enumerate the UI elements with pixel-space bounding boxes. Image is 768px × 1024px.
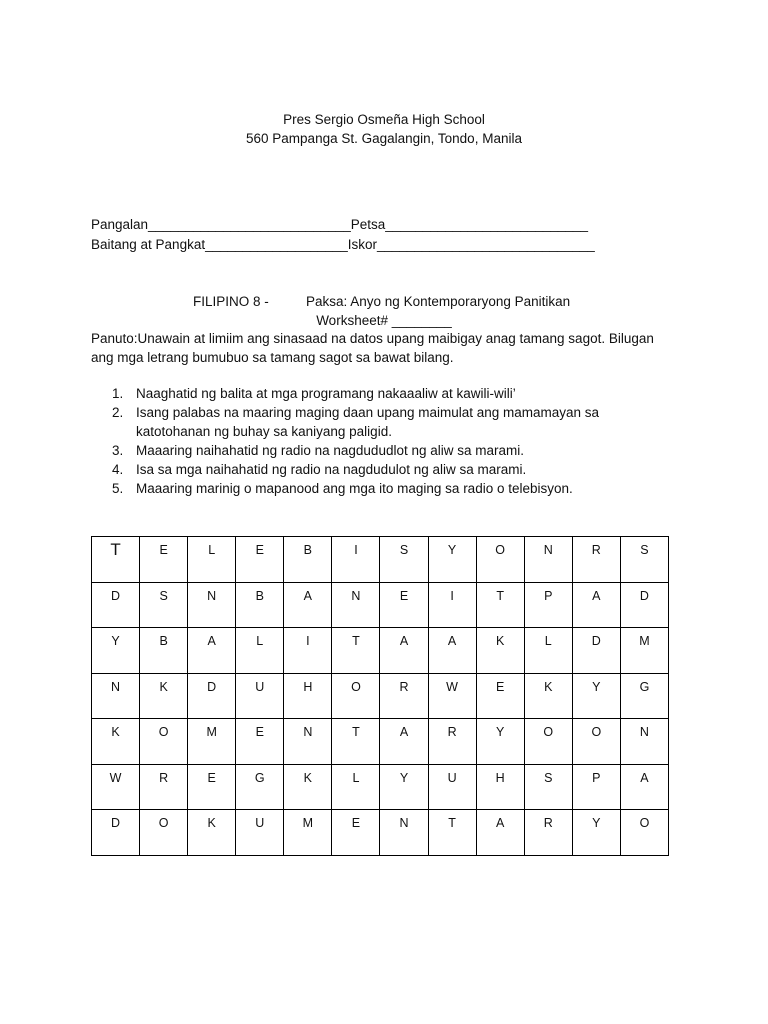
grid-row xyxy=(92,673,669,719)
grid-cell[interactable]: L xyxy=(524,628,572,674)
grid-cell[interactable]: Y xyxy=(572,673,620,719)
subject-heading xyxy=(0,292,768,330)
grid-cell[interactable]: B xyxy=(140,628,188,674)
grid-cell[interactable]: E xyxy=(380,582,428,628)
grid-cell[interactable]: N xyxy=(188,582,236,628)
grid-cell[interactable]: E xyxy=(236,719,284,765)
list-item: 1. Naaghatid ng balita at mga programang nakaaaliw at kawili-wili’ xyxy=(112,386,516,401)
grid-row xyxy=(92,582,669,628)
grid-cell[interactable]: E xyxy=(332,810,380,856)
grid-cell[interactable]: G xyxy=(620,673,668,719)
grid-cell[interactable]: I xyxy=(428,582,476,628)
grid-cell[interactable]: L xyxy=(236,628,284,674)
grid-cell[interactable]: S xyxy=(620,537,668,583)
grid-cell[interactable]: M xyxy=(188,719,236,765)
grid-cell[interactable]: A xyxy=(284,582,332,628)
grid-cell[interactable]: T xyxy=(476,582,524,628)
grid-cell[interactable]: S xyxy=(380,537,428,583)
grid-cell[interactable]: U xyxy=(236,673,284,719)
grid-cell[interactable]: O xyxy=(140,719,188,765)
grid-cell[interactable]: S xyxy=(140,582,188,628)
grid-cell[interactable]: Y xyxy=(380,764,428,810)
grid-cell[interactable]: E xyxy=(140,537,188,583)
question-list xyxy=(112,384,632,498)
grid-cell[interactable]: N xyxy=(380,810,428,856)
grade-score-field: Baitang at Pangkat___________________Iskor_____________________________ xyxy=(91,237,595,252)
grid-cell[interactable]: A xyxy=(188,628,236,674)
grid-cell[interactable]: T xyxy=(332,628,380,674)
grid-cell[interactable]: W xyxy=(92,764,140,810)
grid-cell[interactable]: P xyxy=(572,764,620,810)
grid-cell[interactable]: N xyxy=(284,719,332,765)
grid-cell[interactable]: A xyxy=(620,764,668,810)
grid-row xyxy=(92,764,669,810)
grid-cell[interactable]: K xyxy=(524,673,572,719)
grid-cell[interactable]: D xyxy=(92,810,140,856)
grid-cell[interactable]: O xyxy=(620,810,668,856)
grid-cell[interactable]: L xyxy=(332,764,380,810)
grid-cell[interactable]: R xyxy=(572,537,620,583)
subject-code: FILIPINO 8 - xyxy=(193,294,269,309)
grid-cell[interactable]: O xyxy=(140,810,188,856)
word-search-grid xyxy=(91,536,669,856)
grid-cell[interactable]: O xyxy=(572,719,620,765)
list-item: 5. Maaaring marinig o mapanood ang mga ito maging sa radio o telebisyon. xyxy=(112,481,573,496)
name-date-field: Pangalan___________________________Petsa___________________________ xyxy=(91,217,589,232)
grid-cell[interactable]: Y xyxy=(476,719,524,765)
subject-topic: Paksa: Anyo ng Kontemporaryong Panitikan xyxy=(306,294,571,309)
grid-cell[interactable]: S xyxy=(524,764,572,810)
grid-cell[interactable]: K xyxy=(284,764,332,810)
grid-cell[interactable]: R xyxy=(380,673,428,719)
grid-cell[interactable]: B xyxy=(284,537,332,583)
grid-cell[interactable]: O xyxy=(524,719,572,765)
grid-cell[interactable]: E xyxy=(236,537,284,583)
grid-cell[interactable]: U xyxy=(428,764,476,810)
grid-cell[interactable]: D xyxy=(572,628,620,674)
grid-cell[interactable]: T xyxy=(92,537,140,583)
student-info-fields xyxy=(91,215,595,255)
grid-cell[interactable]: N xyxy=(92,673,140,719)
grid-cell[interactable]: Y xyxy=(428,537,476,583)
grid-cell[interactable]: N xyxy=(620,719,668,765)
grid-cell[interactable]: R xyxy=(140,764,188,810)
list-item: 4. Isa sa mga naihahatid ng radio na nagdudulot ng aliw sa marami. xyxy=(112,462,527,477)
grid-cell[interactable]: R xyxy=(428,719,476,765)
grid-cell[interactable]: D xyxy=(92,582,140,628)
grid-cell[interactable]: H xyxy=(476,764,524,810)
grid-cell[interactable]: P xyxy=(524,582,572,628)
list-item: 3. Maaaring naihahatid ng radio na nagdududlot ng aliw sa marami. xyxy=(112,443,524,458)
grid-cell[interactable]: K xyxy=(92,719,140,765)
grid-cell[interactable]: I xyxy=(284,628,332,674)
grid-cell[interactable]: K xyxy=(188,810,236,856)
grid-cell[interactable]: Y xyxy=(92,628,140,674)
grid-cell[interactable]: E xyxy=(188,764,236,810)
grid-cell[interactable]: D xyxy=(620,582,668,628)
school-address: 560 Pampanga St. Gagalangin, Tondo, Manila xyxy=(246,131,522,146)
grid-cell[interactable]: A xyxy=(476,810,524,856)
grid-cell[interactable]: E xyxy=(476,673,524,719)
grid-row xyxy=(92,810,669,856)
grid-cell[interactable]: Y xyxy=(572,810,620,856)
grid-cell[interactable]: O xyxy=(476,537,524,583)
grid-cell[interactable]: N xyxy=(524,537,572,583)
directions-text: Panuto:Unawain at limiim ang sinasaad na datos upang maibigay anag tamang sagot. Bilugan ang mga letrang bumubuo sa tamang sagot sa bawat bilang. xyxy=(91,331,654,365)
grid-cell[interactable]: A xyxy=(428,628,476,674)
grid-row xyxy=(92,628,669,674)
grid-cell[interactable]: U xyxy=(236,810,284,856)
grid-cell[interactable]: K xyxy=(476,628,524,674)
list-item: 2. Isang palabas na maaring maging daan upang maimulat ang mamamayan sa katotohanan ng buhay sa kaniyang paligid. xyxy=(112,405,600,439)
grid-cell[interactable]: A xyxy=(380,628,428,674)
grid-cell[interactable]: M xyxy=(284,810,332,856)
school-name: Pres Sergio Osmeña High School xyxy=(283,112,485,127)
grid-row xyxy=(92,719,669,765)
grid-cell[interactable]: T xyxy=(332,719,380,765)
grid-cell[interactable]: D xyxy=(188,673,236,719)
grid-cell[interactable]: K xyxy=(140,673,188,719)
grid-cell[interactable]: M xyxy=(620,628,668,674)
grid-cell[interactable]: L xyxy=(188,537,236,583)
grid-cell[interactable]: A xyxy=(572,582,620,628)
worksheet-number: Worksheet# ________ xyxy=(316,313,452,328)
grid-cell[interactable]: O xyxy=(332,673,380,719)
grid-cell[interactable]: N xyxy=(332,582,380,628)
grid-cell[interactable]: H xyxy=(284,673,332,719)
grid-cell[interactable]: T xyxy=(428,810,476,856)
grid-cell[interactable]: B xyxy=(236,582,284,628)
grid-cell[interactable]: G xyxy=(236,764,284,810)
grid-cell[interactable]: A xyxy=(380,719,428,765)
grid-cell[interactable]: I xyxy=(332,537,380,583)
grid-cell[interactable]: R xyxy=(524,810,572,856)
school-header xyxy=(0,110,768,148)
grid-cell[interactable]: W xyxy=(428,673,476,719)
grid-row xyxy=(92,537,669,583)
